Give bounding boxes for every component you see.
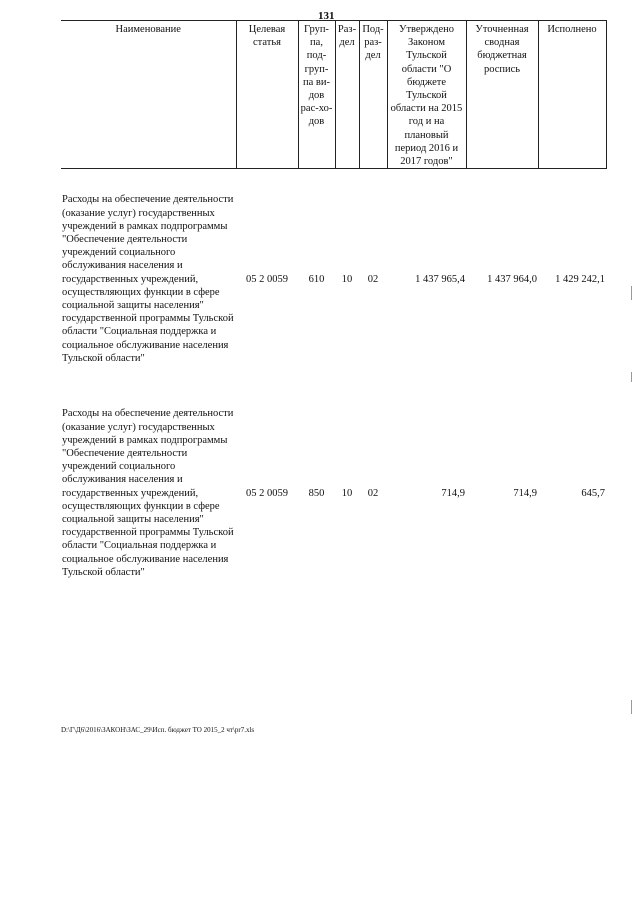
row-approved: 1 437 965,4	[415, 273, 465, 285]
row-executed: 1 429 242,1	[555, 273, 605, 285]
header-subsection: Под-раз-дел	[359, 21, 387, 169]
row-group: 610	[308, 273, 325, 285]
row-name: Расходы на обеспечение деятельности (оказание услуг) государственных учреждений в рамках подпрограммы "Обеспечение деятельности учреждений социального обслуживания населения и государственных учреждений, осуществляющих функции в сфере социальной защиты населения" государственной программы Тульской области "Социальная поддержка и социальное обслуживание населения Тульской области"	[62, 408, 234, 578]
header-revised: Уточненная сводная бюджетная роспись	[466, 21, 538, 169]
header-executed: Исполнено	[538, 21, 606, 169]
budget-table	[61, 20, 607, 593]
header-article: Целевая статья	[236, 21, 298, 169]
row-subsection: 02	[367, 273, 379, 285]
header-group: Груп-па, под-груп-па ви-дов рас-хо-дов	[298, 21, 335, 169]
row-executed: 645,7	[581, 487, 605, 499]
row-article: 05 2 0059	[246, 273, 288, 285]
row-section: 10	[341, 273, 353, 285]
row-approved: 714,9	[441, 487, 465, 499]
row-revised: 1 437 964,0	[487, 273, 537, 285]
table-header-row	[61, 21, 606, 169]
header-approved: Утверждено Законом Тульской области "О бюджете Тульской области на 2015 год и на плановый период 2016 и 2017 годов"	[387, 21, 466, 169]
scan-edge-mark	[631, 372, 632, 382]
scan-edge-mark	[631, 286, 632, 300]
row-subsection: 02	[367, 487, 379, 499]
row-group: 850	[308, 487, 325, 499]
scan-edge-mark	[631, 700, 632, 714]
row-article: 05 2 0059	[246, 487, 288, 499]
page-number: 131	[318, 10, 335, 22]
row-name: Расходы на обеспечение деятельности (оказание услуг) государственных учреждений в рамках подпрограммы "Обеспечение деятельности учреждений социального обслуживания населения и государственных учреждений, осуществляющих функции в сфере социальной защиты населения" государственной программы Тульской области "Социальная поддержка и социальное обслуживание населения Тульской области"	[62, 194, 234, 364]
header-section: Раз-дел	[335, 21, 359, 169]
table-row	[61, 393, 606, 593]
row-section: 10	[341, 487, 353, 499]
table-row	[61, 179, 606, 379]
row-revised: 714,9	[513, 487, 537, 499]
header-name: Наименование	[61, 21, 236, 169]
file-path-footer: D:\Г\Д6\2016\ЗАКОН\ЗАС_29\Исп. бюджет ТО 2015_2 чт\pr7.xls	[61, 726, 255, 734]
